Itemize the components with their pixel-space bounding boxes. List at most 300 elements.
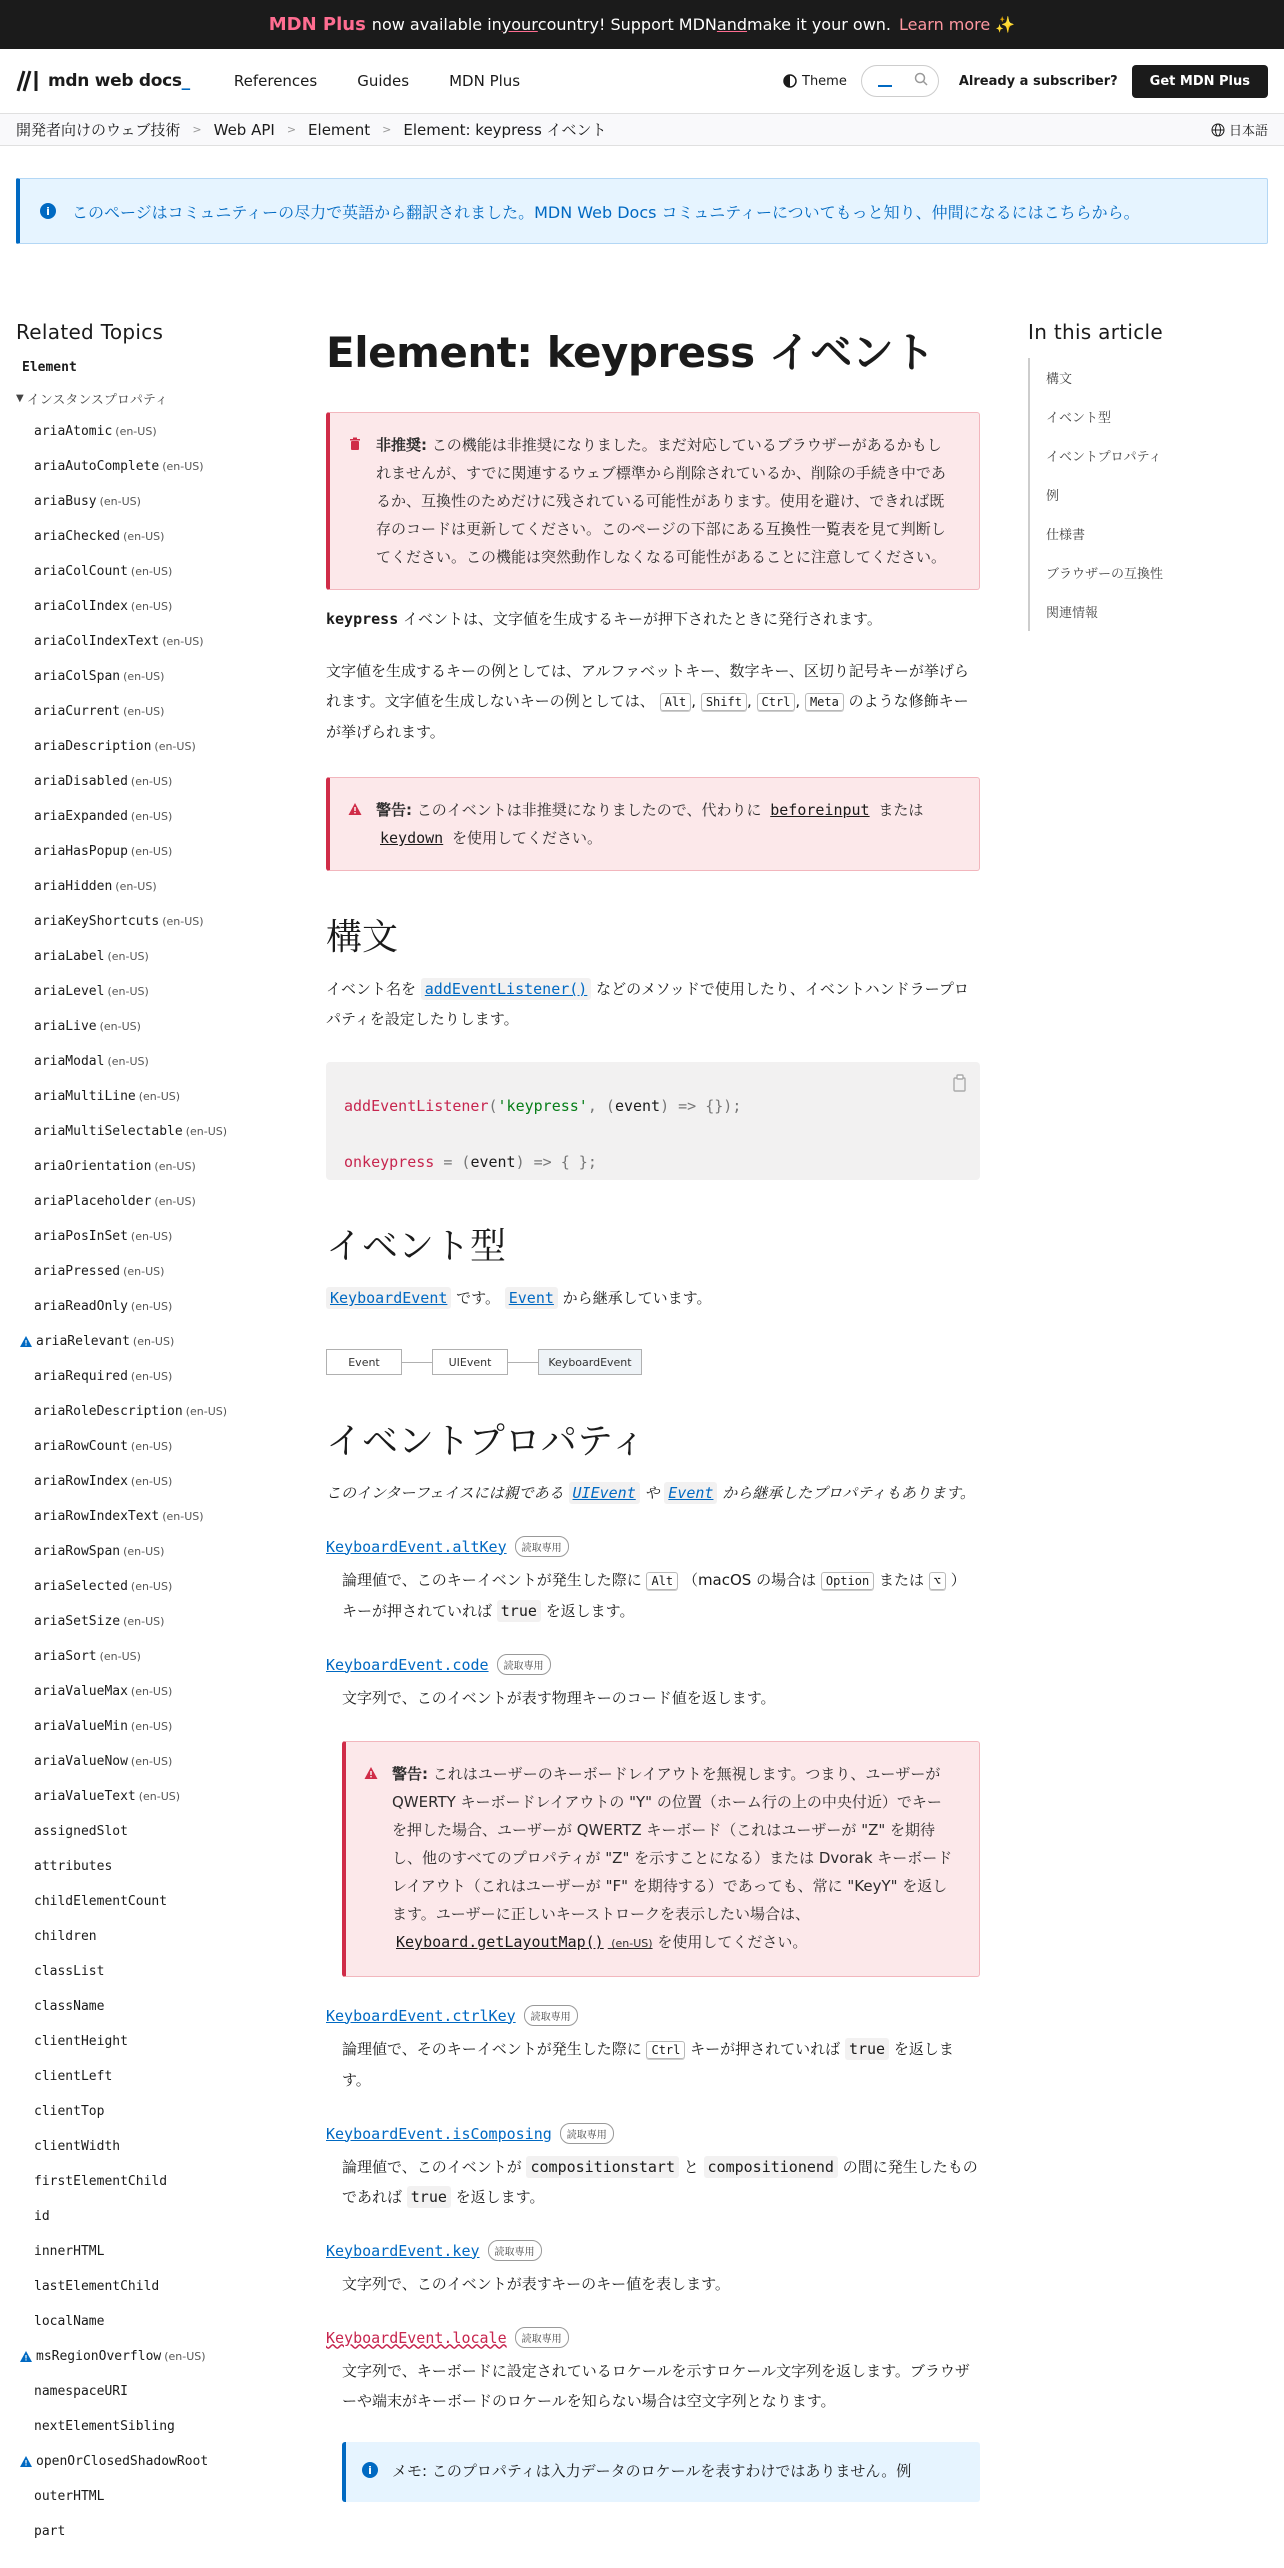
props-intro — [326, 1478, 980, 1508]
event-link[interactable]: Event — [505, 1287, 558, 1309]
keydown-link[interactable]: keydown — [380, 829, 444, 847]
property-description: 文字列で、このイベントが表すキーのキー値を表します。 — [342, 2275, 730, 2293]
text: のような修飾キーが挙げられます。 — [326, 692, 969, 741]
sidebar-item-label: children — [34, 1929, 97, 1944]
sidebar-item-label: ariaColCount — [34, 564, 128, 579]
sidebar-item[interactable] — [16, 1219, 296, 1254]
beforeinput-link[interactable]: beforeinput — [770, 801, 870, 819]
sidebar-item-label: ariaLevel — [34, 984, 105, 999]
sidebar-item-label: className — [34, 1999, 105, 2014]
sidebar-item-label: ariaMultiLine — [34, 1089, 136, 1104]
inheritance-node: KeyboardEvent — [538, 1349, 642, 1375]
warning-box — [326, 777, 980, 871]
sidebar-item-label: ariaCurrent — [34, 704, 121, 719]
code-link[interactable]: KeyboardEvent.code — [326, 1655, 489, 1674]
sidebar-item[interactable] — [16, 1709, 296, 1744]
sidebar-item[interactable] — [16, 554, 296, 589]
deprecated-text: を見て判断してください。この機能は突然動作しなくなる可能性があることに注意してください。 — [376, 520, 947, 566]
sidebar-item-label: id — [34, 2209, 50, 2224]
inheritance-node[interactable]: UIEvent — [432, 1349, 508, 1375]
property-description: 文字列で、キーボードに設定されているロケールを示すロケール文字列を返します。ブラウザーや端末がキーボードのロケールを知らない場合は空文字列となります。 — [342, 2362, 970, 2410]
sidebar-item[interactable] — [16, 2024, 296, 2059]
sidebar-item[interactable] — [16, 1674, 296, 1709]
sidebar-item[interactable] — [16, 764, 296, 799]
toc-item[interactable]: 例 — [1046, 489, 1060, 504]
en-us-tag: (en-US) — [115, 425, 157, 438]
sidebar-root-link[interactable]: Element — [22, 360, 77, 375]
text: や — [639, 1484, 665, 1502]
sidebar-item[interactable] — [16, 834, 296, 869]
en-us-tag: (en-US) — [154, 1195, 196, 1208]
experimental-icon — [20, 1336, 32, 1347]
table-of-contents — [1028, 320, 1248, 631]
sidebar-item-label: ariaChecked — [34, 529, 121, 544]
sidebar-item[interactable] — [16, 589, 296, 624]
uievent-link[interactable]: UIEvent — [569, 1482, 640, 1504]
promo-banner — [0, 0, 1284, 49]
sidebar-item-label: namespaceURI — [34, 2384, 128, 2399]
sidebar-item[interactable] — [16, 2479, 296, 2514]
toc-list — [1028, 358, 1248, 631]
logo-text: mdn web docs — [48, 71, 182, 91]
text: から継承したプロパティもあります。 — [717, 1484, 975, 1502]
sidebar-item[interactable] — [16, 1114, 296, 1149]
en-us-tag: (en-US) — [138, 1090, 181, 1103]
inheritance-diagram — [326, 1349, 980, 1375]
banner-text: now available in — [371, 15, 502, 34]
sidebar-item[interactable] — [16, 659, 296, 694]
en-us-tag: (en-US) — [115, 880, 157, 893]
breadcrumb-item[interactable]: Element: keypress イベント — [403, 121, 607, 139]
sidebar-item[interactable] — [16, 2374, 296, 2409]
language-label: 日本語 — [1228, 124, 1268, 139]
property-altkey: KeyboardEvent.altKey 読取専用 論理値で、このキーイベントが発生した際に Alt （macOS の場合は Option または ⌥ ）キーが押されていれば true を返します。 — [326, 1537, 966, 1620]
sidebar-item[interactable] — [16, 729, 296, 764]
sidebar-item-label: classList — [34, 1964, 105, 1979]
inheritance-connector — [402, 1362, 432, 1363]
text: または — [873, 801, 924, 819]
en-us-tag: (en-US) — [130, 1580, 173, 1593]
info-icon: i — [362, 2462, 378, 2478]
sidebar-item[interactable] — [16, 1534, 296, 1569]
sidebar-item-label: ariaColSpan — [34, 669, 121, 684]
heading-event-properties: イベントプロパティ — [326, 1421, 647, 1462]
sidebar-item-label: ariaColIndex — [34, 599, 128, 614]
main-content — [326, 320, 980, 2502]
menu-mdn-plus[interactable]: MDN Plus — [449, 72, 521, 90]
notice-text[interactable]: このページはコミュニティーの尽力で英語から翻訳されました。MDN Web Docs コミュニティーについてもっと知り、仲間になるにはこちらから。 — [72, 202, 1140, 222]
search-icon — [914, 72, 928, 86]
property-key — [326, 2240, 980, 2299]
sidebar-item-label: ariaAutoComplete — [34, 459, 160, 474]
sidebar-item-label: ariaRowIndexText — [34, 1509, 160, 1524]
text: から継承しています。 — [557, 1289, 712, 1307]
getlayoutmap-link[interactable]: Keyboard.getLayoutMap() — [396, 1933, 604, 1951]
main-menu — [234, 72, 520, 90]
warning-label: 警告: — [376, 801, 412, 819]
inline-code: true — [497, 1600, 541, 1622]
inline-code: true — [407, 2186, 451, 2208]
toc-item[interactable]: イベント型 — [1046, 411, 1112, 426]
sidebar-item-label: ariaHidden — [34, 879, 113, 894]
sidebar-item-label: ariaAtomic — [34, 424, 113, 439]
experimental-icon — [20, 2456, 32, 2467]
en-us-tag: (en-US) — [130, 1475, 173, 1488]
en-us-tag: (en-US) — [123, 1615, 165, 1628]
sidebar-item[interactable] — [16, 1744, 296, 1779]
altkey-link[interactable]: KeyboardEvent.altKey — [326, 1537, 507, 1556]
sidebar-item[interactable] — [16, 939, 296, 974]
sidebar-item-label: openOrClosedShadowRoot — [36, 2454, 209, 2469]
sidebar-item[interactable] — [16, 1359, 296, 1394]
property-iscomposing: KeyboardEvent.isComposing 読取専用 論理値で、このイベントが compositionstart と compositionend の間に発生したものであれば true を返します。 — [326, 2124, 978, 2206]
text: などのメソッドで使用したり、イベントハンドラープロパティを設定したりします。 — [326, 980, 969, 1028]
property-ctrlkey: KeyboardEvent.ctrlKey 読取専用 論理値で、そのキーイベントが発生した際に Ctrl キーが押されていれば true を返します。 — [326, 2006, 954, 2089]
sidebar-item[interactable] — [16, 1324, 296, 1359]
sidebar-item-label: ariaValueMin — [34, 1719, 128, 1734]
text: イベント名を — [326, 980, 421, 998]
en-us-tag: (en-US) — [99, 495, 141, 508]
triangle-down-icon: ▼ — [16, 393, 24, 404]
mdn-logo-icon — [16, 70, 40, 92]
sidebar-item[interactable] — [16, 2164, 296, 2199]
en-us-tag: (en-US) — [185, 1125, 228, 1138]
search-input[interactable] — [861, 65, 939, 97]
code-example[interactable] — [326, 1062, 980, 1180]
event-link[interactable]: Event — [664, 1482, 717, 1504]
sidebar-item-label: ariaModal — [34, 1054, 105, 1069]
code-line: onkeypress = (event) => { }; — [344, 1153, 597, 1171]
en-us-tag: (en-US) — [123, 705, 165, 718]
warning-icon — [348, 802, 362, 816]
sidebar-item-label: clientWidth — [34, 2139, 121, 2154]
intro-text: イベントは、文字値を生成するキーが押下されたときに発行されます。 — [398, 610, 882, 628]
toc-title: In this article — [1028, 320, 1164, 344]
en-us-tag: (en-US) — [107, 950, 149, 963]
breadcrumb-item[interactable]: 開発者向けのウェブ技術 — [16, 121, 181, 139]
sidebar-item[interactable] — [16, 2129, 296, 2164]
sidebar-item[interactable] — [16, 1149, 296, 1184]
sidebar-item-label: ariaDisabled — [34, 774, 128, 789]
toc-item[interactable]: 仕様書 — [1046, 528, 1086, 543]
sidebar-item[interactable] — [16, 1779, 296, 1814]
inheritance-connector — [508, 1362, 538, 1363]
toc-item[interactable]: ブラウザーの互換性 — [1046, 567, 1164, 582]
en-us-tag: (en-US) — [132, 1335, 175, 1348]
note-box — [342, 2442, 980, 2502]
text: を使用してください。 — [652, 1933, 808, 1951]
sidebar-item[interactable] — [16, 1814, 296, 1849]
sidebar-item-label: msRegionOverflow — [36, 2349, 162, 2364]
en-us-tag: (en-US) — [138, 1790, 181, 1803]
sidebar-item-label: ariaRowIndex — [34, 1474, 128, 1489]
sidebar-item-label: ariaRowCount — [34, 1439, 128, 1454]
en-us-tag: (en-US) — [164, 2350, 206, 2363]
sidebar-item[interactable] — [16, 974, 296, 1009]
sidebar-item-label: outerHTML — [34, 2489, 105, 2504]
en-us-tag: (en-US) — [162, 635, 204, 648]
keyboardevent-link[interactable]: KeyboardEvent — [326, 1287, 451, 1309]
en-us-tag: (en-US) — [123, 670, 165, 683]
mdn-plus-brand: MDN Plus — [268, 14, 366, 35]
code-line: addEventListener('keypress', (event) => {}); — [344, 1097, 742, 1115]
sidebar — [16, 320, 296, 2549]
learn-more-link[interactable]: Learn more ✨ — [899, 15, 1016, 34]
sidebar-section-toggle[interactable] — [16, 389, 296, 408]
en-us-tag: (en-US) — [123, 1265, 165, 1278]
key-link[interactable]: KeyboardEvent.key — [326, 2241, 480, 2260]
chevron-right-icon: > — [192, 123, 202, 136]
sidebar-item[interactable] — [16, 1044, 296, 1079]
sidebar-item-label: clientLeft — [34, 2069, 113, 2084]
en-us-tag: (en-US) — [107, 985, 149, 998]
sidebar-item[interactable] — [16, 1464, 296, 1499]
menu-references[interactable]: References — [233, 72, 318, 90]
sidebar-item[interactable] — [16, 904, 296, 939]
readonly-badge: 読取専用 — [560, 2123, 614, 2144]
en-us-tag: (en-US) — [130, 1755, 173, 1768]
sidebar-item[interactable] — [16, 799, 296, 834]
breadcrumb-item[interactable]: Element — [308, 120, 371, 139]
sidebar-item-label: childElementCount — [34, 1894, 168, 1909]
en-us-tag: (en-US) — [130, 845, 173, 858]
deprecated-notice — [326, 412, 980, 590]
inline-code: compositionstart — [526, 2156, 679, 2178]
sidebar-item-label: ariaRelevant — [36, 1334, 130, 1349]
chevron-right-icon: > — [286, 123, 297, 136]
sidebar-item-label: ariaSort — [34, 1649, 97, 1664]
sidebar-item[interactable] — [16, 2514, 296, 2549]
sidebar-item[interactable] — [16, 2409, 296, 2444]
experimental-icon — [20, 2351, 32, 2362]
readonly-badge: 読取専用 — [515, 1536, 569, 1557]
en-us-tag: (en-US) — [162, 915, 204, 928]
syntax-paragraph — [326, 974, 980, 1034]
en-us-tag: (en-US) — [123, 1545, 165, 1558]
nav-right — [783, 65, 1268, 98]
compat-table-link[interactable]: 互換性一覧表 — [765, 520, 856, 538]
deprecated-label: 非推奨: — [376, 436, 427, 454]
sidebar-item[interactable] — [16, 2304, 296, 2339]
readonly-badge: 読取専用 — [488, 2240, 542, 2261]
en-us-tag: (en-US) — [162, 460, 204, 473]
page-title: Element: keypress イベント — [326, 328, 935, 377]
banner-text: country! Support MDN — [537, 15, 717, 34]
sidebar-item[interactable] — [16, 519, 296, 554]
get-mdn-plus-button[interactable]: Get MDN Plus — [1132, 65, 1268, 98]
sidebar-item[interactable] — [16, 1184, 296, 1219]
sidebar-title: Related Topics — [16, 320, 164, 344]
theme-label: Theme — [802, 73, 847, 89]
sidebar-item[interactable] — [16, 1254, 296, 1289]
sidebar-item-label: ariaDescription — [34, 739, 152, 754]
sidebar-item[interactable] — [16, 2199, 296, 2234]
text: です。 — [451, 1289, 505, 1307]
top-navigation — [0, 49, 1284, 114]
en-us-tag: (en-US) — [130, 775, 173, 788]
inline-code: true — [845, 2038, 889, 2060]
sidebar-item-label: nextElementSibling — [34, 2419, 175, 2434]
sidebar-item[interactable] — [16, 1639, 296, 1674]
sidebar-item[interactable] — [16, 414, 296, 449]
sidebar-item-label: localName — [34, 2314, 105, 2329]
sidebar-item-label: ariaReadOnly — [34, 1299, 128, 1314]
sidebar-item-label: ariaSetSize — [34, 1614, 121, 1629]
sidebar-item-label: ariaMultiSelectable — [34, 1124, 183, 1139]
iscomposing-link[interactable]: KeyboardEvent.isComposing — [326, 2124, 552, 2143]
addeventlistener-link[interactable]: addEventListener() — [421, 978, 592, 1000]
warning-icon — [364, 1766, 378, 1780]
en-us-tag: (en-US) — [607, 1937, 653, 1950]
key-shift: Shift — [701, 693, 747, 711]
warning-label: 警告: — [392, 1765, 428, 1783]
key-ctrl: Ctrl — [757, 693, 796, 711]
globe-icon — [1211, 123, 1225, 137]
mdn-logo[interactable]: mdn web docs _ — [16, 70, 190, 92]
sidebar-item[interactable] — [16, 1009, 296, 1044]
sidebar-item[interactable] — [16, 1919, 296, 1954]
sidebar-item-label: ariaExpanded — [34, 809, 128, 824]
en-us-tag: (en-US) — [130, 600, 173, 613]
language-switcher[interactable] — [1211, 120, 1268, 139]
key-option: Option — [821, 1572, 874, 1590]
heading-syntax: 構文 — [326, 917, 399, 958]
sidebar-item[interactable] — [16, 1884, 296, 1919]
sidebar-item[interactable] — [16, 2059, 296, 2094]
property-locale — [326, 2327, 980, 2416]
sidebar-item[interactable] — [16, 1079, 296, 1114]
theme-icon — [783, 74, 797, 88]
toc-item[interactable]: イベントプロパティ — [1046, 450, 1162, 465]
sidebar-item[interactable] — [16, 1499, 296, 1534]
note-text: メモ: このプロパティは入力データのロケールを表すわけではありません。例 — [392, 2462, 912, 2480]
sidebar-item[interactable] — [16, 449, 296, 484]
info-icon: i — [40, 203, 56, 219]
sidebar-list — [16, 414, 296, 2549]
sidebar-item[interactable] — [16, 2339, 296, 2374]
readonly-badge: 読取専用 — [524, 2005, 578, 2026]
sidebar-item[interactable] — [16, 2094, 296, 2129]
en-us-tag: (en-US) — [154, 740, 196, 753]
banner-text: and — [716, 15, 748, 34]
sidebar-item[interactable] — [16, 1429, 296, 1464]
sidebar-item[interactable] — [16, 1604, 296, 1639]
ctrlkey-link[interactable]: KeyboardEvent.ctrlKey — [326, 2006, 516, 2025]
sidebar-item-label: ariaBusy — [34, 494, 97, 509]
property-code — [326, 1654, 980, 1713]
paragraph: 文字値を生成するキーの例としては、アルファベットキー、数字キー、区切り記号キーが挙げられます。文字値を生成しないキーの例としては、 Alt , Shift , Ctrl , Meta のような修飾キーが挙げられます。 — [326, 662, 969, 741]
sidebar-item[interactable] — [16, 624, 296, 659]
readonly-badge: 読取専用 — [515, 2327, 569, 2348]
breadcrumb-item[interactable]: Web API — [213, 120, 275, 139]
readonly-badge: 読取専用 — [497, 1654, 551, 1675]
toc-item[interactable]: 構文 — [1046, 372, 1073, 387]
sidebar-item[interactable] — [16, 869, 296, 904]
breadcrumb — [0, 114, 1284, 146]
en-us-tag: (en-US) — [130, 1370, 173, 1383]
sidebar-item[interactable] — [16, 1989, 296, 2024]
subscriber-link[interactable]: Already a subscriber? — [958, 73, 1118, 89]
banner-text: your — [501, 15, 538, 34]
sidebar-item-label: assignedSlot — [34, 1824, 128, 1839]
sidebar-item[interactable] — [16, 484, 296, 519]
sidebar-item-label: innerHTML — [34, 2244, 105, 2259]
trash-icon — [348, 437, 362, 451]
sidebar-item-label: ariaKeyShortcuts — [34, 914, 160, 929]
inline-code: keypress — [326, 610, 399, 628]
en-us-tag: (en-US) — [99, 1020, 141, 1033]
sidebar-item-label: clientTop — [34, 2104, 105, 2119]
sidebar-item-label: part — [34, 2524, 66, 2539]
translation-notice — [16, 178, 1268, 244]
sidebar-item-label: firstElementChild — [34, 2174, 168, 2189]
key-ctrl: Ctrl — [646, 2041, 685, 2059]
sidebar-item-label: ariaPressed — [34, 1264, 121, 1279]
sidebar-section-label: インスタンスプロパティ — [26, 393, 168, 408]
menu-guides[interactable]: Guides — [357, 72, 410, 90]
sidebar-item[interactable] — [16, 1394, 296, 1429]
text: このイベントは非推奨になりましたので、代わりに — [412, 801, 767, 819]
sidebar-item-label: ariaOrientation — [34, 1159, 152, 1174]
sidebar-item-label: ariaPosInSet — [34, 1229, 128, 1244]
sidebar-item-label: attributes — [34, 1859, 113, 1874]
sidebar-item[interactable] — [16, 1849, 296, 1884]
banner-text: make it your own. — [747, 15, 891, 34]
sidebar-item[interactable] — [16, 2444, 296, 2479]
copy-icon[interactable] — [952, 1074, 968, 1092]
sidebar-item-label: ariaRequired — [34, 1369, 128, 1384]
locale-link[interactable]: KeyboardEvent.locale — [326, 2328, 507, 2347]
en-us-tag: (en-US) — [162, 1510, 204, 1523]
inheritance-node[interactable]: Event — [326, 1349, 402, 1375]
toc-item[interactable]: 関連情報 — [1046, 606, 1099, 621]
text: 文字値を生成するキーの例としては、アルファベットキー、数字キー、区切り記号キーが挙げられます。文字値を生成しないキーの例としては、 — [326, 662, 969, 710]
en-us-tag: (en-US) — [130, 1720, 173, 1733]
sidebar-item-label: ariaRoleDescription — [34, 1404, 183, 1419]
intro-paragraph — [326, 604, 980, 634]
text: このインターフェイスには親である — [326, 1484, 569, 1502]
en-us-tag: (en-US) — [154, 1160, 196, 1173]
sidebar-item-label: ariaLabel — [34, 949, 105, 964]
sidebar-item[interactable] — [16, 1569, 296, 1604]
sidebar-item[interactable] — [16, 694, 296, 729]
sidebar-item[interactable] — [16, 1954, 296, 1989]
en-us-tag: (en-US) — [99, 1650, 141, 1663]
en-us-tag: (en-US) — [130, 1440, 173, 1453]
key-alt: Alt — [646, 1572, 678, 1590]
sidebar-item-label: ariaValueMax — [34, 1684, 128, 1699]
chevron-right-icon: > — [382, 123, 392, 136]
theme-toggle[interactable] — [783, 74, 847, 89]
sidebar-item-label: ariaRowSpan — [34, 1544, 121, 1559]
en-us-tag: (en-US) — [185, 1405, 228, 1418]
key-option-symbol: ⌥ — [929, 1572, 946, 1590]
deprecated-text: この機能は非推奨になりました。まだ対応しているブラウザーがあるかもしれませんが、すでに関連するウェブ標準から削除されているか、削除の手続き中であるか、互換性のためだけに残されている可能性があります。使用を避け、できれば既存のコードは更新してください。このページの下部にある — [376, 436, 946, 538]
sidebar-item-label: ariaColIndexText — [34, 634, 160, 649]
en-us-tag: (en-US) — [107, 1055, 149, 1068]
property-description: 文字列で、このイベントが表す物理キーのコード値を返します。 — [342, 1689, 776, 1707]
text: これはユーザーのキーボードレイアウトを無視します。つまり、ユーザーが QWERTY キーボードレイアウトの "Y" の位置（ホーム行の上の中央付近）でキーを押した場合、ユーザーが QWERTZ キーボード（これはユーザーが "Z" を期待し、他のすべてのプロパティが "Z" を示すことになる）または Dvorak キーボードレイアウト（これはユーザーが "F" を期待する）であっても、常に "KeyY" を返します。ユーザーに正しいキーストロークを表示したい場合は、 — [392, 1765, 953, 1923]
sidebar-item[interactable] — [16, 2234, 296, 2269]
sidebar-item-label: ariaValueNow — [34, 1754, 128, 1769]
sidebar-item[interactable] — [16, 2269, 296, 2304]
event-type-paragraph — [326, 1283, 980, 1313]
en-us-tag: (en-US) — [130, 565, 173, 578]
sidebar-item-label: lastElementChild — [34, 2279, 160, 2294]
en-us-tag: (en-US) — [123, 530, 165, 543]
sidebar-item[interactable] — [16, 1289, 296, 1324]
key-meta: Meta — [805, 693, 844, 711]
